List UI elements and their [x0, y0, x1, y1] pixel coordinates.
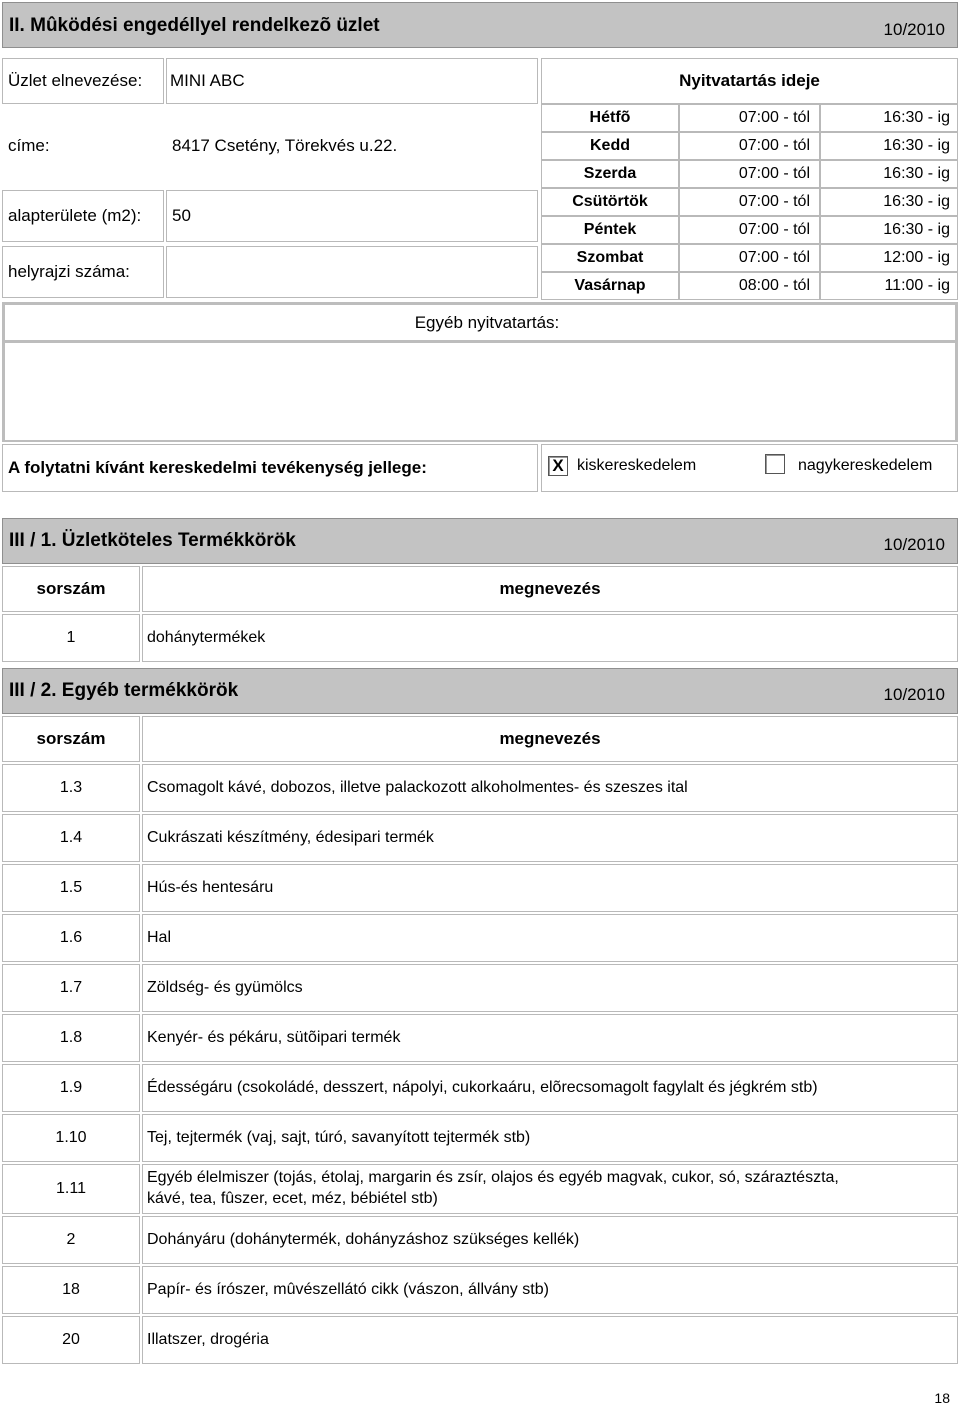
hours-from: 07:00 - tól: [738, 137, 810, 154]
section3-1-header: [2, 518, 958, 564]
row-name: Egyéb élelmiszer (tojás, étolaj, margarin és zsír, olajos és egyéb magvak, cukor, só, száraztészta,: [147, 1169, 839, 1186]
table-row: [2, 1014, 958, 1062]
hours-table: [541, 104, 958, 300]
table2-col-no: sorszám: [36, 729, 106, 748]
table-row: [2, 864, 958, 912]
hours-title: Nyitvatartás ideje: [679, 71, 820, 90]
other-hours-label: Egyéb nyitvatartás:: [414, 313, 560, 332]
row-no: 1.7: [59, 979, 83, 996]
address-value: 8417 Csetény, Törekvés u.22.: [172, 136, 398, 155]
section2-title: II. Mûködési engedéllyel rendelkezõ üzlet: [9, 15, 380, 36]
hours-row: [541, 188, 958, 216]
section2-header: [2, 2, 958, 48]
table1-col-no: sorszám: [36, 579, 106, 598]
retail-label: kiskereskedelem: [577, 457, 697, 474]
table-row: [2, 764, 958, 812]
table2-col-name: megnevezés: [499, 729, 601, 748]
hours-to: 16:30 - ig: [883, 109, 950, 126]
hours-to: 16:30 - ig: [883, 137, 950, 154]
activity-label: A folytatni kívánt kereskedelmi tevékenység jellege:: [8, 458, 427, 477]
section3-1-title: III / 1. Üzletköteles Termékkörök: [9, 530, 296, 551]
address-label: címe:: [8, 136, 50, 155]
section2-number: 10/2010: [883, 20, 945, 39]
row-no: 20: [62, 1331, 80, 1348]
hours-to: 11:00 - ig: [884, 277, 950, 294]
row-name: Tej, tejtermék (vaj, sajt, túró, savanyított tejtermék stb): [147, 1129, 531, 1146]
section3-1-number: 10/2010: [883, 535, 945, 554]
table-row: [2, 1316, 958, 1364]
hours-day: Szombat: [576, 249, 644, 266]
table-row: [2, 1266, 958, 1314]
wholesale-checkbox[interactable]: [765, 454, 785, 474]
section3-2-number: 10/2010: [883, 685, 945, 704]
row-no: 1.9: [59, 1079, 83, 1096]
row-name: Dohányáru (dohánytermék, dohányzáshoz szükséges kellék): [147, 1231, 580, 1248]
row-name-line2: kávé, tea, fûszer, ecet, méz, bébiétel stb): [147, 1190, 438, 1207]
hours-row: [541, 132, 958, 160]
table-row: [2, 614, 958, 662]
hours-row: [541, 272, 958, 300]
page-number: 18: [934, 1390, 950, 1406]
hours-day: Vasárnap: [574, 277, 646, 294]
hours-from: 07:00 - tól: [738, 109, 810, 126]
hours-row: [541, 160, 958, 188]
row-name: dohánytermékek: [147, 629, 266, 646]
row-name: Papír- és írószer, mûvészellátó cikk (vászon, állvány stb): [147, 1281, 549, 1298]
shop-name-value: MINI ABC: [170, 71, 245, 90]
table-row: [2, 1164, 958, 1214]
hours-to: 16:30 - ig: [883, 165, 950, 182]
hours-from: 07:00 - tól: [738, 249, 810, 266]
hours-from: 07:00 - tól: [738, 221, 810, 238]
row-name-cell: [142, 914, 958, 962]
hours-row: [541, 244, 958, 272]
area-cell: [166, 190, 538, 242]
row-name: Hús-és hentesáru: [147, 879, 274, 896]
area-value: 50: [172, 206, 191, 225]
table-row: [2, 964, 958, 1012]
hours-to: 16:30 - ig: [883, 193, 950, 210]
table-row: [2, 1064, 958, 1112]
table-row: [2, 814, 958, 862]
row-name: Édességáru (csokoládé, desszert, nápolyi, cukorkaáru, elõrecsomagolt fagylalt és jégkrém stb): [147, 1079, 818, 1096]
retail-checkbox[interactable]: X: [548, 456, 568, 476]
row-no: 1.6: [59, 929, 83, 946]
hours-row: [541, 216, 958, 244]
row-no: 1.8: [59, 1029, 83, 1046]
row-name: Illatszer, drogéria: [147, 1331, 269, 1348]
hours-day: Csütörtök: [572, 193, 648, 210]
row-no: 1.10: [55, 1129, 87, 1146]
hours-from: 08:00 - tól: [738, 277, 810, 294]
row-no: 1.11: [56, 1180, 86, 1197]
row-no: 1.3: [59, 779, 83, 796]
row-name: Cukrászati készítmény, édesipari termék: [147, 829, 434, 846]
hours-to: 12:00 - ig: [883, 249, 950, 266]
hours-day: Péntek: [583, 221, 637, 238]
lot-cell: [166, 246, 538, 298]
hours-to: 16:30 - ig: [883, 221, 950, 238]
section3-2-title: III / 2. Egyéb termékkörök: [9, 680, 239, 701]
section3-2-header: [2, 668, 958, 714]
row-no: 18: [62, 1281, 80, 1298]
hours-day: Szerda: [583, 165, 637, 182]
wholesale-label: nagykereskedelem: [798, 457, 933, 474]
shop-name-label: Üzlet elnevezése:: [8, 71, 143, 90]
row-name: Zöldség- és gyümölcs: [147, 979, 303, 996]
row-name: Hal: [147, 929, 172, 946]
row-no: 1.4: [59, 829, 83, 846]
other-hours-divider: [2, 340, 958, 343]
row-no: 1: [66, 629, 76, 646]
lot-label: helyrajzi száma:: [8, 262, 130, 281]
hours-day: Kedd: [590, 137, 630, 154]
hours-day: Hétfõ: [589, 109, 631, 126]
table-row: [2, 1114, 958, 1162]
row-no: 1.5: [59, 879, 83, 896]
table-row: [2, 914, 958, 962]
row-name: Csomagolt kávé, dobozos, illetve palackozott alkoholmentes- és szeszes ital: [147, 779, 688, 796]
table-row: [2, 1216, 958, 1264]
hours-row: [541, 104, 958, 132]
hours-from: 07:00 - tól: [738, 193, 810, 210]
hours-from: 07:00 - tól: [738, 165, 810, 182]
row-name: Kenyér- és pékáru, sütõipari termék: [147, 1029, 401, 1046]
table1-col-name: megnevezés: [499, 579, 601, 598]
row-no: 2: [66, 1231, 76, 1248]
area-label: alapterülete (m2):: [8, 206, 142, 225]
